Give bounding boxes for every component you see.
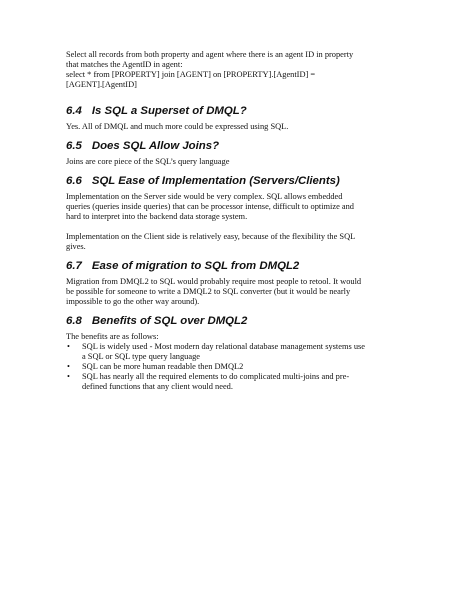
section-body <box>66 277 396 307</box>
section-heading <box>66 259 396 273</box>
section-number: 6.7 <box>66 260 82 272</box>
section-heading <box>66 104 396 118</box>
body-line: Yes. All of DMQL and much more could be expressed using SQL. <box>66 122 289 131</box>
list-item <box>66 362 396 372</box>
intro-line: Select all records from both property and agent where there is an agent ID in property <box>66 50 354 59</box>
list-item <box>66 342 396 362</box>
list-item-line: defined functions that any client would need. <box>82 382 233 391</box>
section-6-6 <box>66 174 396 252</box>
section-title: Ease of migration to SQL from DMQL2 <box>91 260 300 272</box>
sql-example-line: [AGENT].[AgentID] <box>66 80 137 89</box>
list-item-line: SQL is widely used - Most modern day relational database management systems use <box>82 342 365 351</box>
list-item <box>66 372 396 392</box>
section-body-client <box>66 232 396 252</box>
section-body-server <box>66 192 396 222</box>
section-number: 6.6 <box>66 175 82 187</box>
list-item-line: SQL can be more human readable then DMQL2 <box>82 362 244 371</box>
list-item-line: SQL has nearly all the required elements to do complicated multi-joins and pre- <box>82 372 350 381</box>
benefits-list <box>66 342 396 392</box>
list-item-line: a SQL or SQL type query language <box>82 352 200 361</box>
section-body <box>66 122 396 132</box>
section-6-8 <box>66 314 396 392</box>
section-heading <box>66 139 396 153</box>
section-body <box>66 157 396 167</box>
body-line: Joins are core piece of the SQL’s query language <box>66 157 230 166</box>
bullet-icon: • <box>67 372 70 381</box>
document-page <box>66 50 396 399</box>
section-heading <box>66 174 396 188</box>
section-heading <box>66 314 396 328</box>
section-title: Is SQL a Superset of DMQL? <box>91 105 247 117</box>
section-number: 6.8 <box>66 315 82 327</box>
section-title: SQL Ease of Implementation (Servers/Clients) <box>91 175 340 187</box>
body-line: impossible to go the other way around). <box>66 297 200 306</box>
intro-line: that matches the AgentID in agent: <box>66 60 183 69</box>
body-line: be possible for someone to write a DMQL2 to SQL converter (but it would be nearly <box>66 287 351 296</box>
body-line: queries (queries inside queries) that can be processor intense, difficult to optimize and <box>66 202 354 211</box>
sql-example-line: select * from [PROPERTY] join [AGENT] on [PROPERTY].[AgentID] = <box>66 70 316 79</box>
body-line: Implementation on the Client side is relatively easy, because of the flexibility the SQL <box>66 232 356 241</box>
section-body <box>66 332 396 392</box>
bullet-icon: • <box>67 362 70 371</box>
section-6-5 <box>66 139 396 167</box>
section-6-4 <box>66 104 396 132</box>
body-line: Implementation on the Server side would be very complex. SQL allows embedded <box>66 192 343 201</box>
bullet-icon: • <box>67 342 70 351</box>
section-number: 6.5 <box>66 140 82 152</box>
section-title: Does SQL Allow Joins? <box>91 140 220 152</box>
section-title: Benefits of SQL over DMQL2 <box>91 315 248 327</box>
section-6-7 <box>66 259 396 307</box>
body-line: hard to interpret into the backend data storage system. <box>66 212 248 221</box>
body-line: Migration from DMQL2 to SQL would probably require most people to retool. It would <box>66 277 362 286</box>
section-number: 6.4 <box>66 105 82 117</box>
body-line: gives. <box>66 242 86 251</box>
body-line: The benefits are as follows: <box>66 332 159 341</box>
intro-paragraph <box>66 50 396 90</box>
